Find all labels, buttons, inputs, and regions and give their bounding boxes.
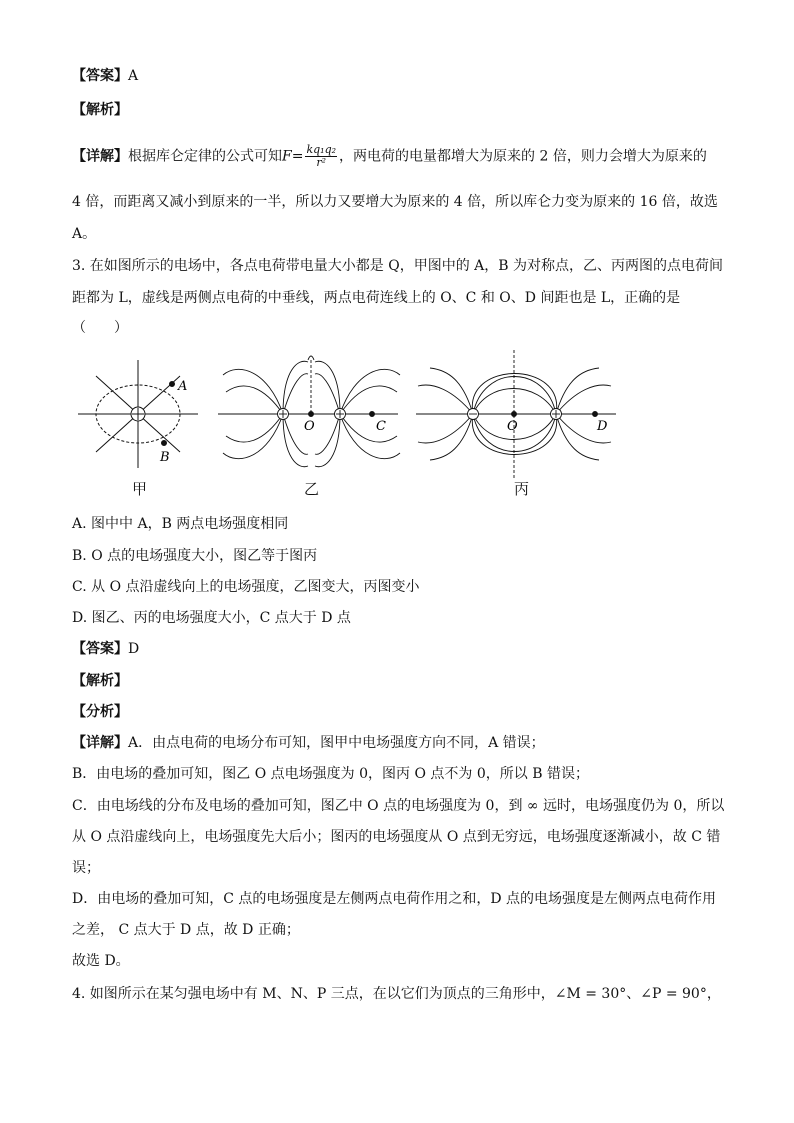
point-b-label: B (160, 450, 170, 465)
point-d-label: D (597, 419, 608, 434)
option-d: D. 图乙、丙的电场强度大小，C 点大于 D 点 (72, 610, 351, 626)
detail-paragraph-2: 4 倍，而距离又减小到原来的一半，所以力又要增大为原来的 4 倍，所以库仑力变为原来的 16 倍，故选 (72, 194, 718, 210)
detail-c-3: 误； (72, 860, 100, 876)
answer-line: 【答案】A (72, 68, 139, 84)
point-c-label: C (376, 419, 386, 434)
detail-a: 【详解】A．由点电荷的电场分布可知，图甲中电场强度方向不同，A 错误； (72, 735, 545, 751)
coulomb-formula-fraction: $\frac{\text{kq₁q₂}}{\text{r²}}$ (306, 143, 337, 169)
figure-label-yi: 乙 (304, 480, 320, 498)
question-3-stem-3: （ ） (72, 320, 128, 336)
figure-bing-unlike-charges (416, 350, 616, 478)
detail-c-1: C．由电场线的分布及电场的叠加可知，图乙中 O 点的电场强度为 0，到 ∞ 远时，电场强度仍为 0，所以 (72, 798, 725, 814)
point-o-label-yi: O (304, 419, 315, 434)
detail-paragraph-3: A。 (72, 226, 97, 242)
figure-label-jia: 甲 (132, 480, 148, 498)
detail-paragraph-1: 【详解】根据库仑定律的公式可知F= $\frac{\text{kq₁q₂}}{\text{r²}}$ ，两电荷的电量都增大为原来的 2 倍，则力会增大为原来的 (72, 143, 707, 169)
figure-jia-single-charge (78, 360, 198, 468)
question-3-stem-2: 距都为 L，虚线是两侧点电荷的中垂线，两点电荷连线上的 O、C 和 O、D 间距也是 L，正确的是 (72, 290, 681, 306)
detail-b: B．由电场的叠加可知，图乙 O 点电场强度为 0，图丙 O 点不为 0，所以 B 错误； (72, 766, 589, 782)
option-a: A. 图中中 A，B 两点电场强度相同 (72, 516, 289, 532)
analysis-heading: 【解析】 (72, 102, 128, 118)
detail-d-2: 之差， C 点大于 D 点，故 D 正确； (72, 922, 300, 938)
option-b: B. O 点的电场强度大小，图乙等于图丙 (72, 548, 318, 564)
analysis-heading-q3: 【解析】 (72, 673, 128, 689)
point-a-label: A (178, 379, 188, 394)
point-o-label-bing: O (507, 419, 518, 434)
conclusion: 故选 D。 (72, 953, 130, 969)
electric-field-figures (68, 350, 628, 500)
option-c: C. 从 O 点沿虚线向上的电场强度，乙图变大，丙图变小 (72, 579, 420, 595)
figure-yi-like-charges (218, 356, 400, 467)
fenxi-heading: 【分析】 (72, 704, 128, 720)
question-4-stem-1: 4. 如图所示在某匀强电场中有 M、N、P 三点，在以它们为顶点的三角形中，∠M = 30°、∠P = 90°， (72, 986, 721, 1002)
detail-d-1: D．由电场的叠加可知，C 点的电场强度是左侧两点电荷作用之和，D 点的电场强度是左侧两点电荷作用 (72, 891, 717, 907)
answer-line-q3: 【答案】D (72, 641, 140, 657)
question-3-stem-1: 3. 在如图所示的电场中，各点电荷带电量大小都是 Q，甲图中的 A，B 为对称点，乙、丙两图的点电荷间 (72, 258, 724, 274)
figure-label-bing: 丙 (514, 480, 530, 498)
detail-c-2: 从 O 点沿虚线向上，电场强度先大后小；图丙的电场强度从 O 点到无穷远，电场强度逐渐减小，故 C 错 (72, 829, 721, 845)
